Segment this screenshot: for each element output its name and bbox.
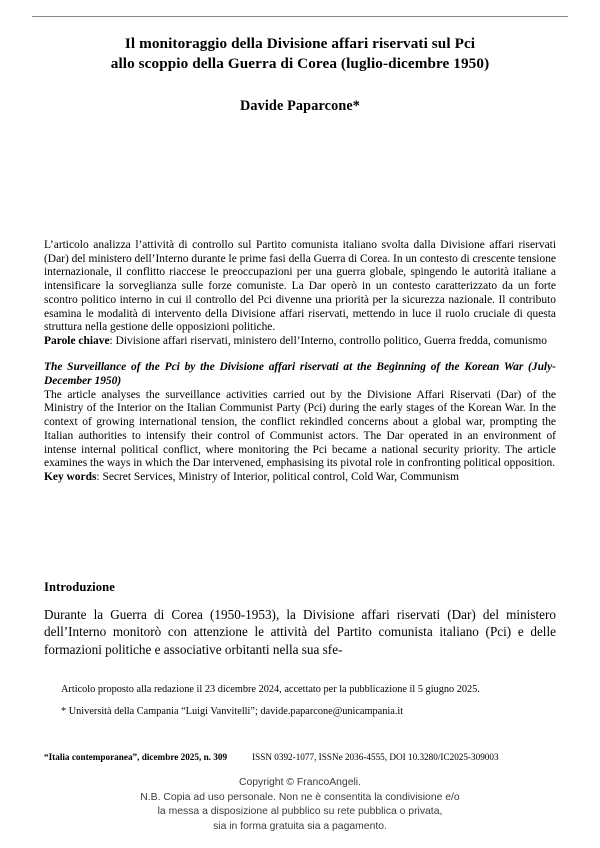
footnote-submission-dates: Articolo proposto alla redazione il 23 dicembre 2024, accettato per la pubblicazione il 5 giugno 2025. [61, 684, 480, 695]
keywords-english-label: Key words [44, 471, 97, 483]
footnote-zone [44, 684, 556, 719]
body-zone [44, 606, 556, 658]
journal-identifiers: ISSN 0392-1077, ISSNe 2036-4555, DOI 10.3280/IC2025-309003 [252, 752, 499, 762]
keywords-english-separator: : [96, 471, 103, 483]
footnote-spacer [44, 697, 556, 706]
top-horizontal-rule [32, 16, 568, 17]
keywords-italian-label: Parole chiave [44, 335, 110, 348]
keywords-italian [44, 335, 556, 349]
copyright-line-1: Copyright © FrancoAngeli. [238, 777, 361, 788]
title-block [46, 34, 554, 115]
copyright-line-3: la messa a disposizione al pubblico su rete pubblica o privata, [157, 806, 443, 818]
title-line-2: allo scoppio della Guerra di Corea (luglio-dicembre 1950) [110, 54, 490, 72]
keywords-italian-separator: : [109, 335, 116, 348]
copyright-line-2: N.B. Copia ad uso personale. Non ne è consentita la condivisione e/o [140, 791, 460, 803]
abstract-english-text: The article analyses the surveillance activities carried out by the Divisione Affari Riservati (Dar) of the Ministry of the Interior on the Italian Communist Party (Pci) during the early stages of the Korean War. In the context of growing international tension, the conflict rekindled concerns about a global war, prompting the Italian authorities to intensify their control of Communist actors. The Dar operated in an environment of intense internal political conflict, where monitoring the Pci became a national security priority. The article examines the ways in which the Dar intervened, emphasising its pivotal role in confronting political opposition. [44, 388, 556, 470]
footnote-author-affiliation: * Università della Campania “Luigi Vanvitelli”; davide.paparcone@unicampania.it [61, 705, 404, 717]
abstract-english-title: The Surveillance of the Pci by the Divisione affari riservati at the Beginning of the Korean War (July-December 1950) [44, 361, 556, 387]
body-paragraph: Durante la Guerra di Corea (1950-1953), la Divisione affari riservati (Dar) del ministero dell’Interno monitorò con attenzione le attività del Partito comunista italiano (Pci) e delle formazioni politiche e associative orbitanti nella sua sfe- [44, 607, 556, 657]
section-heading-introduzione: Introduzione [44, 580, 115, 594]
copyright-line-4: sia in forma gratuita sia a pagamento. [213, 820, 387, 832]
keywords-english-values: Secret Services, Ministry of Interior, political control, Cold War, Communism [102, 471, 460, 483]
journal-name: “Italia contemporanea”, dicembre 2025, n. 309 [44, 752, 228, 762]
author-name: Davide Paparcone* [239, 98, 361, 114]
keywords-italian-values: Divisione affari riservati, ministero dell’Interno, controllo politico, Guerra fredda, comunismo [115, 335, 548, 348]
title-line-1: Il monitoraggio della Divisione affari riservati sul Pci [124, 35, 476, 52]
page-title [46, 34, 554, 73]
keywords-english [44, 471, 556, 485]
copyright-notice [0, 776, 600, 834]
abstract-italian-text: L’articolo analizza l’attività di controllo sul Partito comunista italiano svolta dalla Divisione affari riservati (Dar) del ministero dell’Interno durante le prime fasi della Guerra di Corea. In un contesto di crescente tensione internazionale, il conflitto riaccese le preoccupazioni per una guerra globale, spingendo le autorità italiane a intensificare la sorveglianza sulle forze comuniste. La Dar operò in un contesto caratterizzato da un forte scontro politico interno in cui il controllo del Pci divenne una priorità per la sicurezza nazionale. Il contributo esamina le modalità di intervento della Divisione affari riservati, mettendo in luce il ruolo cruciale di questa struttura nella gestione delle opposizioni politiche. [44, 239, 556, 334]
abstract-zone [44, 239, 556, 485]
journal-citation-line [44, 752, 556, 763]
